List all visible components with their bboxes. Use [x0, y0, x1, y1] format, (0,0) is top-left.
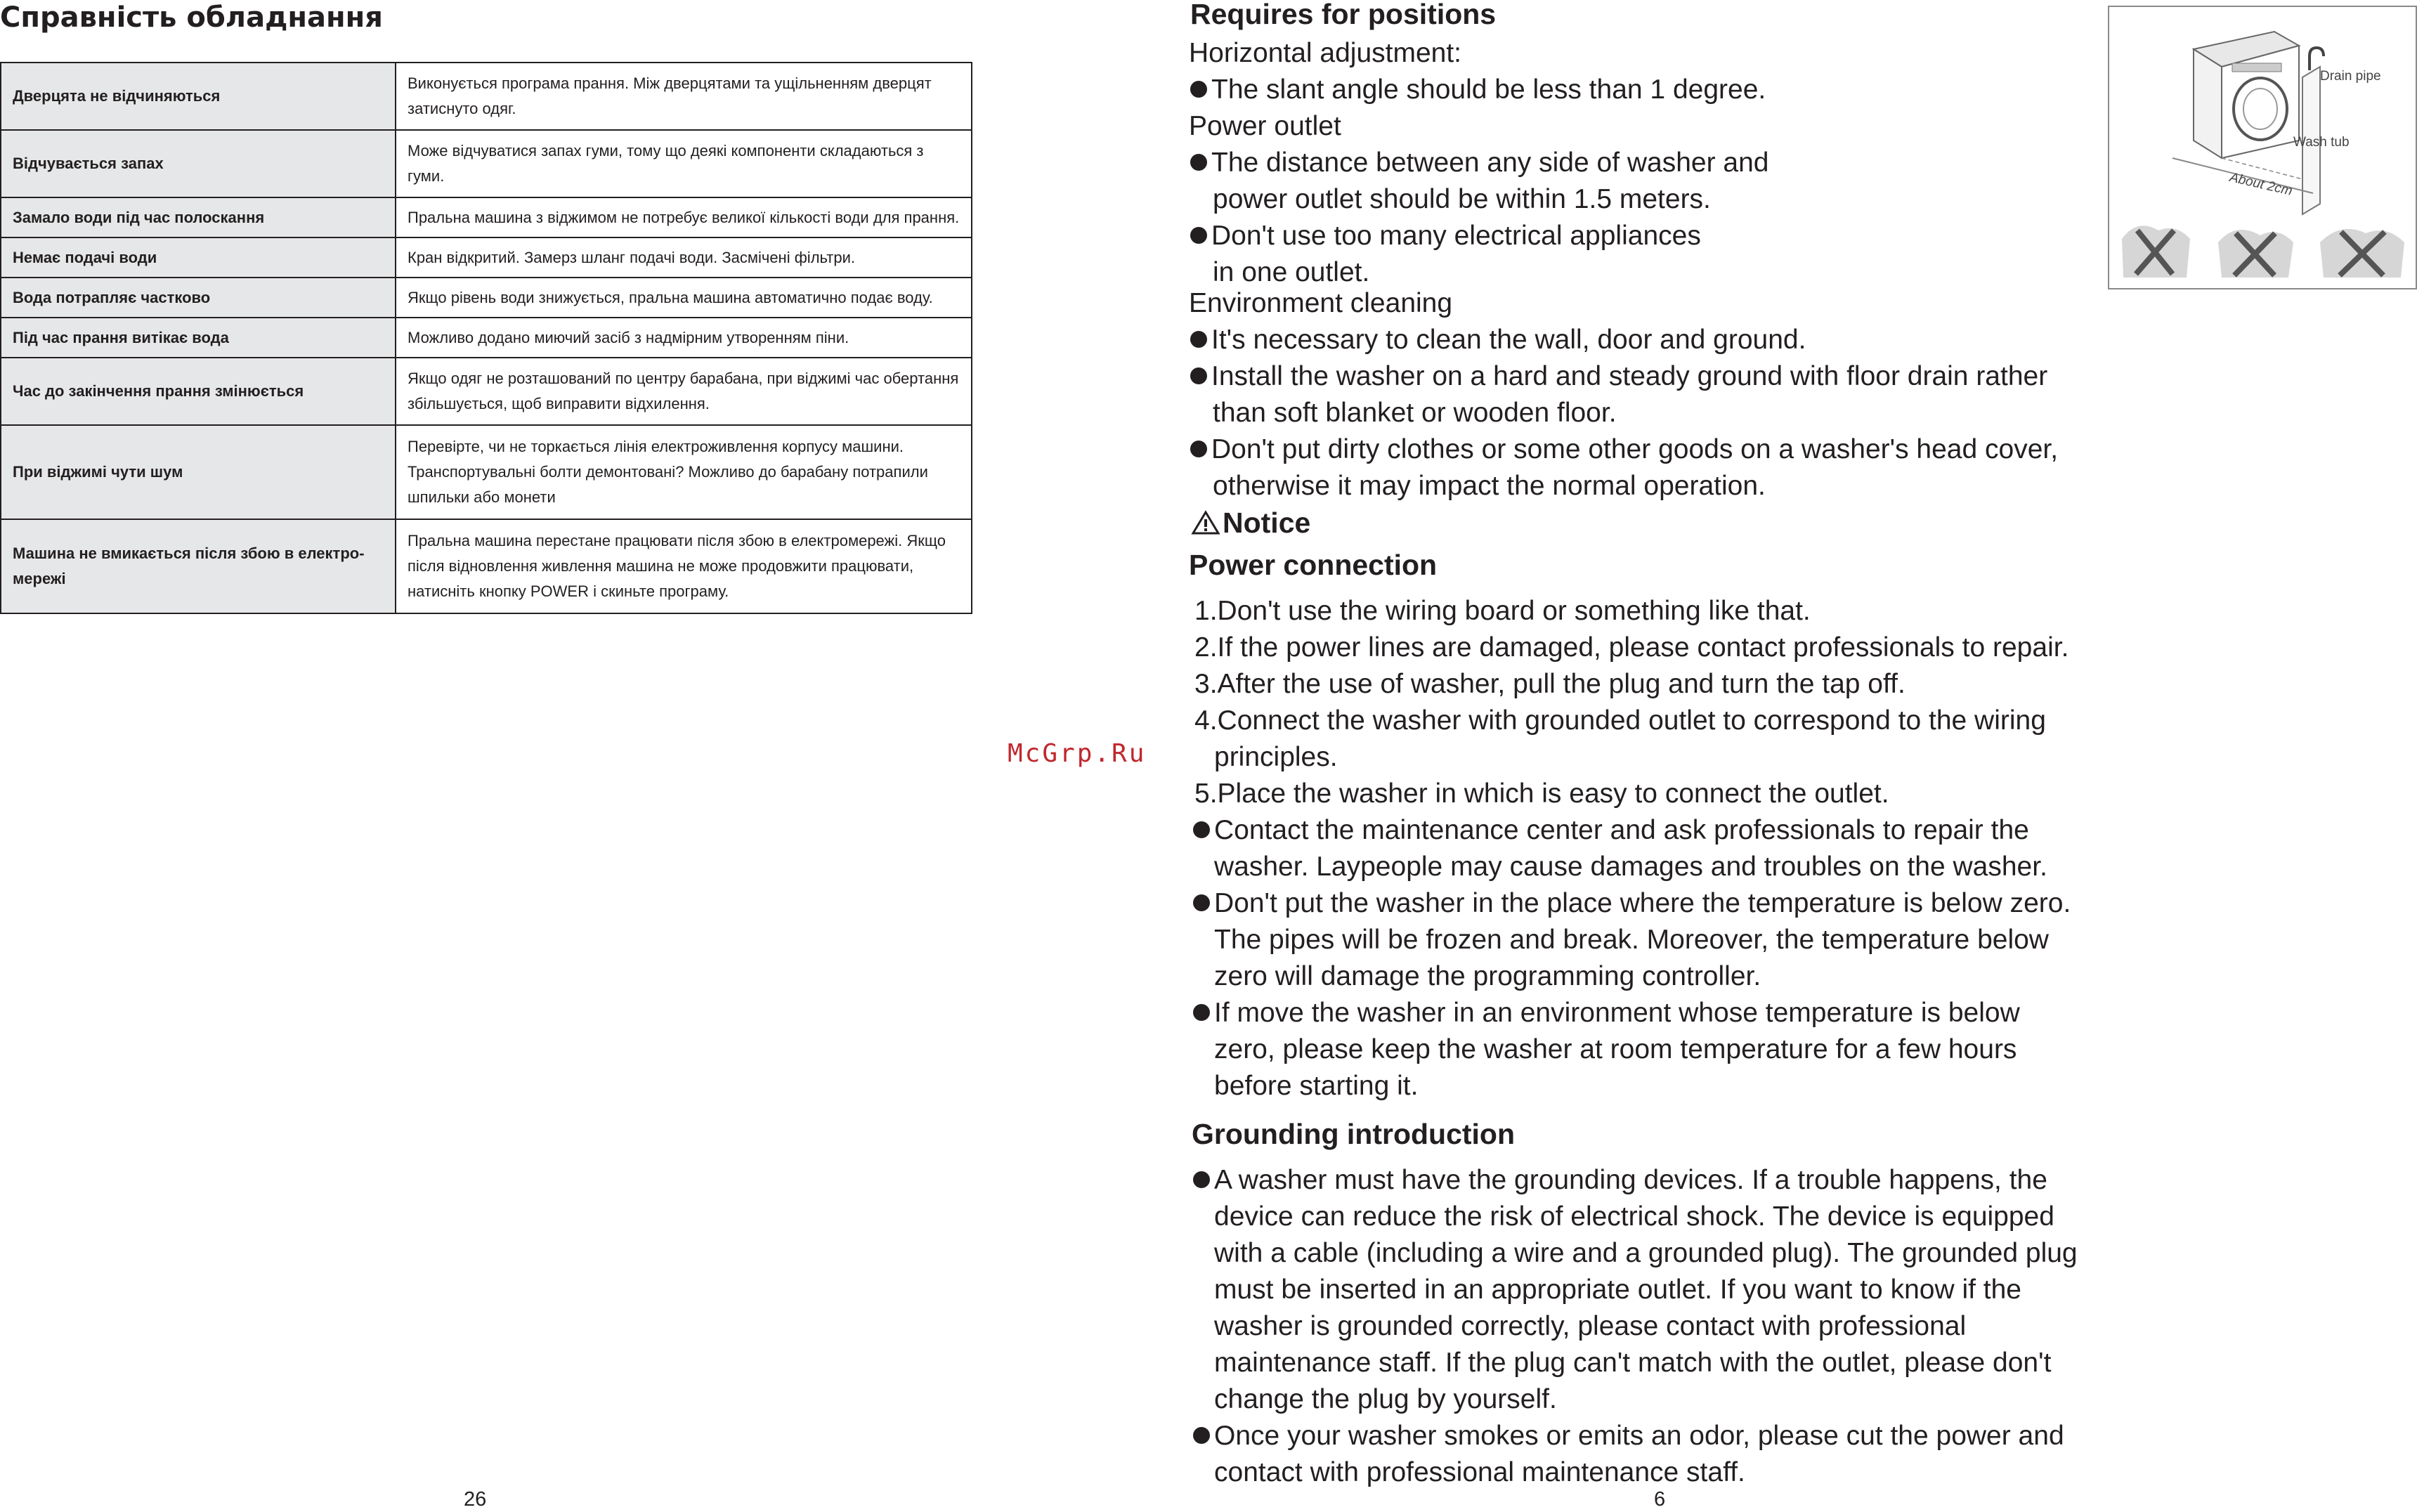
solution-cell: Може відчуватися запах гуми, тому що деякі компоненти складаються з гуми.: [396, 130, 972, 197]
table-row: [1, 237, 972, 278]
bullet-icon: [1193, 1171, 1210, 1188]
page-number: 26: [464, 1488, 487, 1511]
problem-cell: Під час прання витікає вода: [1, 318, 396, 358]
numbered-item: 3.After the use of washer, pull the plug and turn the tap off.: [1194, 669, 1905, 699]
bullet-item: Once your washer smokes or emits an odor, please cut the power and: [1193, 1419, 2064, 1453]
bullet-continuation: change the plug by yourself.: [1214, 1384, 1557, 1414]
bullet-icon: [1190, 81, 1207, 98]
installation-figure: [2108, 6, 2417, 289]
table-row: [1, 318, 972, 358]
bullet-item: If move the washer in an environment whose temperature is below: [1193, 996, 2020, 1030]
table-row: [1, 130, 972, 197]
solution-cell: Пральна машина перестане працювати після збою в електромережі. Якщо після відновлення живлення машина не може продовжити працювати, натисніть кнопку POWER і скиньте програму.: [396, 519, 972, 613]
bullet-item: Don't put dirty clothes or some other goods on a washer's head cover,: [1190, 433, 2058, 467]
bullet-continuation: otherwise it may impact the normal operation.: [1213, 471, 1766, 501]
numbered-continuation: principles.: [1214, 742, 1338, 772]
numbered-item: 4.Connect the washer with grounded outlet to correspond to the wiring: [1194, 705, 2046, 736]
numbered-item: 1.Don't use the wiring board or something like that.: [1194, 596, 1811, 626]
bullet-continuation: contact with professional maintenance staff.: [1214, 1457, 1745, 1487]
notice-heading: Notice: [1192, 506, 1310, 540]
bullet-continuation: zero will damage the programming controller.: [1214, 961, 1761, 991]
bullet-item: The slant angle should be less than 1 degree.: [1190, 73, 1766, 107]
bullet-continuation: before starting it.: [1214, 1071, 1419, 1101]
bullet-continuation: zero, please keep the washer at room temperature for a few hours: [1214, 1034, 2017, 1064]
problem-cell: При віджимі чути шум: [1, 425, 396, 519]
bullet-continuation: maintenance staff. If the plug can't match with the outlet, please don't: [1214, 1348, 2052, 1378]
table-row: [1, 425, 972, 519]
bullet-continuation: in one outlet.: [1213, 257, 1370, 287]
bullet-icon: [1193, 894, 1210, 911]
problem-cell: Час до закінчення прання змінюється: [1, 358, 396, 425]
bullet-continuation: must be inserted in an appropriate outlet. If you want to know if the: [1214, 1275, 2021, 1305]
bullet-icon: [1190, 227, 1207, 244]
solution-cell: Пральна машина з віджимом не потребує великої кількості води для прання.: [396, 197, 972, 237]
drain-pipe-label: Drain pipe: [2320, 69, 2381, 84]
power-outlet-label: Power outlet: [1189, 111, 1341, 141]
bullet-item: It's necessary to clean the wall, door and ground.: [1190, 323, 1806, 357]
problem-cell: Вода потрапляє частково: [1, 278, 396, 318]
table-row: [1, 519, 972, 613]
section-heading-grounding: Grounding introduction: [1192, 1118, 1516, 1150]
table-row: [1, 197, 972, 237]
numbered-item: 2.If the power lines are damaged, please contact professionals to repair.: [1194, 632, 2069, 663]
solution-cell: Якщо одяг не розташований по центру барабана, при віджимі час обертання збільшується, щоб виправити відхилення.: [396, 358, 972, 425]
bullet-icon: [1190, 154, 1207, 171]
bullet-item: The distance between any side of washer and: [1190, 146, 1769, 180]
bullet-continuation: washer is grounded correctly, please contact with professional: [1214, 1311, 1967, 1341]
bullet-icon: [1190, 441, 1207, 457]
section-heading-power-connection: Power connection: [1189, 549, 1438, 581]
table-row: [1, 278, 972, 318]
bullet-icon: [1190, 331, 1207, 348]
bullet-continuation: The pipes will be frozen and break. Moreover, the temperature below: [1214, 925, 2049, 955]
page-number: 6: [1654, 1488, 1666, 1511]
horizontal-adjustment-label: Horizontal adjustment:: [1189, 38, 1462, 68]
table-row: [1, 63, 972, 130]
table-row: [1, 358, 972, 425]
bullet-icon: [1193, 1004, 1210, 1021]
bullet-item: Install the washer on a hard and steady ground with floor drain rather: [1190, 360, 2047, 393]
warning-icon: [1192, 510, 1220, 535]
forbidden-placement-icon: [2122, 226, 2190, 278]
numbered-item: 5.Place the washer in which is easy to connect the outlet.: [1194, 778, 1889, 809]
problem-cell: Немає подачі води: [1, 237, 396, 278]
problem-cell: Замало води під час полоскання: [1, 197, 396, 237]
right-page: [1166, 0, 2381, 1512]
left-page: [0, 0, 970, 1512]
problem-cell: Відчувається запах: [1, 130, 396, 197]
watermark-text: McGrp.Ru: [1008, 739, 1147, 768]
bullet-icon: [1193, 821, 1210, 838]
bullet-continuation: with a cable (including a wire and a grounded plug). The grounded plug: [1214, 1238, 2078, 1268]
page-title: Справність обладнання: [0, 1, 383, 34]
bullet-item: Don't put the washer in the place where the temperature is below zero.: [1193, 887, 2071, 920]
wash-tub-label: Wash tub: [2293, 135, 2350, 150]
solution-cell: Кран відкритий. Замерз шланг подачі води. Засмічені фільтри.: [396, 237, 972, 278]
bullet-continuation: device can reduce the risk of electrical shock. The device is equipped: [1214, 1201, 2054, 1232]
problem-cell: Дверцята не відчиняються: [1, 63, 396, 130]
bullet-item: A washer must have the grounding devices. If a trouble happens, the: [1193, 1164, 2047, 1197]
bullet-item: Contact the maintenance center and ask professionals to repair the: [1193, 814, 2029, 847]
bullet-icon: [1193, 1427, 1210, 1444]
solution-cell: Виконується програма прання. Між дверцятами та ущільненням дверцят затиснуто одяг.: [396, 63, 972, 130]
solution-cell: Можливо додано миючий засіб з надмірним утворенням піни.: [396, 318, 972, 358]
forbidden-placement-icon: [2320, 229, 2404, 278]
bullet-continuation: than soft blanket or wooden floor.: [1213, 398, 1617, 428]
environment-cleaning-label: Environment cleaning: [1189, 288, 1453, 318]
bullet-continuation: power outlet should be within 1.5 meters.: [1213, 184, 1711, 214]
bullet-continuation: washer. Laypeople may cause damages and troubles on the washer.: [1214, 852, 2047, 882]
about-2cm-label: About 2cm: [2228, 170, 2294, 199]
problem-cell: Машина не вмикається після збою в електро-мережі: [1, 519, 396, 613]
section-heading-positions: Requires for positions: [1190, 0, 1497, 30]
solution-cell: Якщо рівень води знижується, пральна машина автоматично подає воду.: [396, 278, 972, 318]
troubleshooting-table: [0, 62, 972, 614]
solution-cell: Перевірте, чи не торкається лінія електроживлення корпусу машини. Транспортувальні болти демонтовані? Можливо до барабану потрапили шпильки або монети: [396, 425, 972, 519]
forbidden-placement-icon: [2218, 230, 2293, 278]
bullet-icon: [1190, 367, 1207, 384]
bullet-item: Don't use too many electrical appliances: [1190, 219, 1701, 253]
washer-diagram-icon: [2109, 7, 2416, 288]
